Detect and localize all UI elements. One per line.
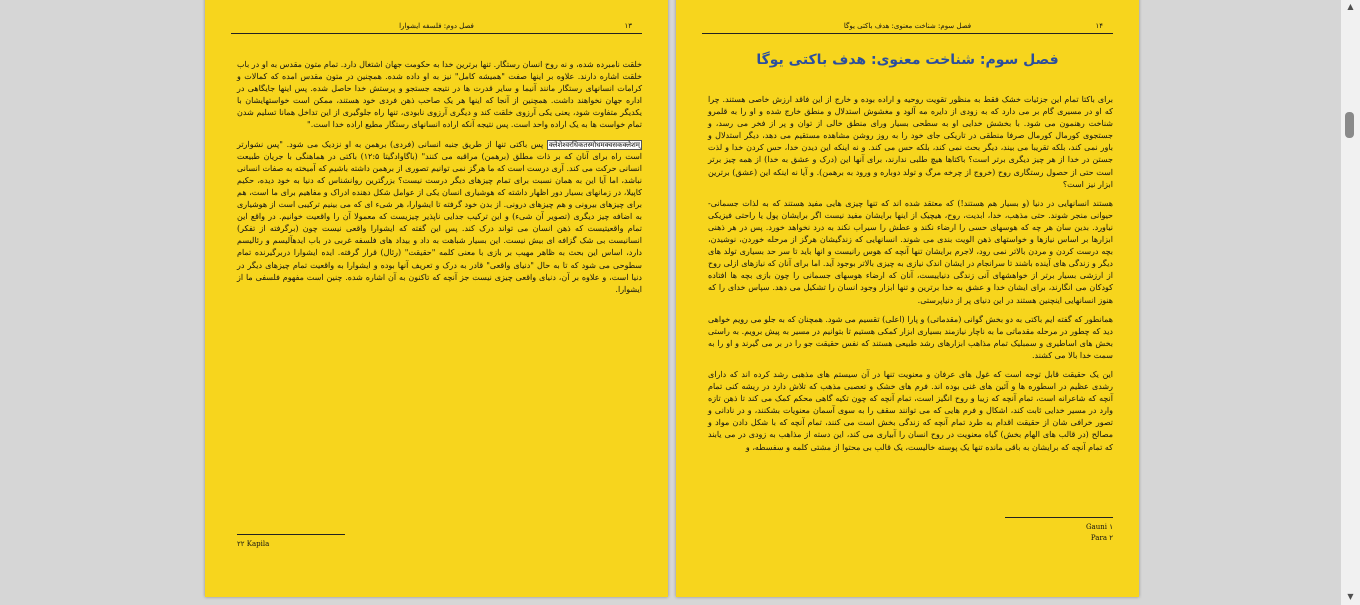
page-number: ۱۴ [1095, 22, 1103, 30]
footnote: ۱ Gauni [1085, 523, 1113, 531]
running-header [231, 20, 642, 34]
page-body [708, 94, 1113, 461]
header-title: فصل سوم: شناخت معنوی: هدف باکتی یوگا [843, 22, 972, 30]
footnote: ۲۲ Kapila [237, 540, 270, 548]
footnote-rule [237, 534, 345, 535]
page-14 [676, 0, 1139, 597]
paragraph [237, 139, 642, 296]
paragraph: خلقت نامبرده شده، و نه روح انسان رستگار. تنها برترین خدا به حکومت جهان اشتغال دارد. تمام متون مقدس به او در باب خلقت اشاره دارند. علاوه بر اینها صفت "همیشه کامل" نیز به او داده شده. همچنین در متون مقدس امده که کمالات و کرامات انسانهای رستگار مانند آنیما و سایر قدرت ها در نتیجه جستجو و پرستش خدا حاصل شده. پس اینها جایگاهی در اداره جهان نخواهند داشت. همچنین از آنجا که اینها هر یک صاحب ذهن فردی خود هستند، ممکن است خواستهایشان با یکدیگر متفاوت شود، یعنی یکی آرزوی خلقت کند و دیگری آرزوی نابودی، تنها راه جلوگیری از این تداخل همانا تسلیم شدن تمام خواست ها به یک اراده واحد است. پس نتیجه آنکه اراده انسانهای رستگار مطیع اراده خدا است." [237, 60, 643, 130]
paragraph: برای باکتا تمام این جزئیات خشک فقط به منظور تقویت روحیه و اراده بوده و خارج از این فاقد ارزش خاصی هستند. چرا که او در مسیری گام بر می دارد که به زودی از دایره مه آلود و مغشوش استدلال و منطق خارج شده و او را به قلمرو شناخت رهنمون می شود. با بخشش خدایی او به سطحی بسیار ورای منطق خالی از توان و پر از فخر می رسد، و جستجوی کورمال کورمال صرفا منطقی در تاریکی جای خود را به روز روشن مشاهده مستقیم می دهد، دیگر استدلال و باور نمی کند، بلکه تقریبا می بیند، دیگر بحث نمی کند، بلکه حس می کند. و نه اینکه این دیدن خدا، حس کردن خدا و لذت جستن در خدا از هر چیز دیگری برتر است؟ باکتاها هیچ طلبی ندارند، برای آنها این (درک و عشق به خدا) از همه چیز برتر است حتی از حصول رستگاری روح (خروج از چرخه مرگ و تولد دوباره و ورود به برهمن). و آیا نه اینکه این (عشق) برترین ابزار نیز است؟ [708, 95, 1113, 189]
footnotes [237, 539, 357, 550]
vertical-scrollbar[interactable] [1341, 0, 1360, 605]
scroll-up-icon[interactable]: ▲ [1347, 2, 1354, 11]
page-body [237, 59, 642, 303]
paragraph: همانطور که گفته ایم باکتی به دو بخش گوانی (مقدماتی) و پارا (اعلی) تقسیم می شود. همچنان که به جلو می رویم خواهی دید که چطور در مرحله مقدماتی ما به ناچار نیازمند بسیاری ابزار کمکی هستیم تا بتوانیم در مسیر به پیش برویم. به راستی بخش های اساطیری و سمبلیک تمام مذاهب ابزارهای رشد طبیعی هستند که نفس حقیقت جو را در بر می گیرند و او را به سمت خدا بالا می کشند. [708, 314, 1113, 360]
sanskrit-highlight: क्लेशेश्वरधिकतस्मोधमक्वसकक्लेशम् [548, 140, 640, 149]
paragraph: هستند انسانهایی در دنیا (و بسیار هم هستند!) که معتقد شده اند که تنها چیزی هایی مفید هستند که به لذات جسمانی-حیوانی منجر شوند. حتی مذهب، خدا، ابدیت، روح، هیچیک از اینها برایشان مفید نیست اگر برایشان پول یا راحتی فیزیکی نیاورد. بدین سان هر چه که هوسهای حسی را ارضاء نکند و عطش را سیراب نکند به درد نخواهد خورد. پس در هر ذهنی ابزارها بر اساس نیازها و خواستهای ذهن الویت بندی می شوند. انسانهایی که زندگیشان هرگز از مرحله خوردن، نوشیدن، بچه درست کردن و مردن بالاتر نمی رود، لاجرم برایشان تنها آنچه که هوس رانیست و انها باید تا سر حد بسیاری تولد های دیگر و زندگی های آینده باشند تا سرانجام در ایشان اندک نیازی به چیزی بالاتر بوجود آید. اما برای آنان که نیازهای ازلی روح از ارزشی بسیار برتر از خواهشهای آنی زندگی دنیاییست، آنان که ارضاء هوسهای جسمانی را چون بازی بچه ها افتاده کودکان می انگارند، برای ایشان خدا و عشق به خدا برترین و تنها ابزار وجود انسان را تشکیل می دهد. سپاس خدای را که هنوز انسانهایی اینچنین هستند در این دنیای پر از دنیاپرستی. [708, 198, 1113, 305]
running-header [702, 20, 1113, 34]
chapter-title: فصل سوم: شناخت معنوی: هدف باکتی یوگا [756, 52, 1059, 68]
footnote: ۲ Para [1090, 534, 1113, 542]
scroll-thumb[interactable] [1345, 112, 1354, 138]
footnotes [993, 522, 1113, 544]
paragraph: این یک حقیقت قابل توجه است که غول های عرفان و معنویت تنها در آن سیستم های مذهبی رشد کرده اند که دارای رشدی عظیم در اسطوره ها و آئین های غنی بوده اند. فرم های خشک و تعصبی مذهب که تلاش دارد در ریشه کنی تمام آنچه که شاعرانه است، تمام آنچه که زیبا و روح انگیز است، تمام آنچه که چون تکیه گاهی محکم کمک می کند تا ذهن تازه وارد در مسیر خدایی ثابت کند، اشکال و فرم هایی که می توانند سقف را به سوی آسمان معنویات بشکنند، و در نادانی و تصور خرافی شان از حقیقت اقدام به طرد تمام آنچه که زندگی بخش است می کنند، تمام آنچه که با شکل دادن مواد و مصالح (در قالب های الهام بخش) گیاه معنویت در روح انسان را آبیاری می کند، این دسته از مذاهب به زودی در می یابند که تمام آنچه که برایشان به باقی مانده تنها یک پوسته خالیست، یک قالب بی محتوا از مشتی کلمه و سفسطه، و [708, 369, 1113, 452]
paragraph-text: پس باکتی تنها از طریق جنبه انسانی (فردی) برهمن به او نزدیک می شود. "پس نشوارتر است راه برای آنان که بر ذات مطلق (برهمن) مراقبه می کنند" (باگاوادگیتا ۱۲:۵) باکتی در هماهنگی با جریان طبیعت انسانی حرکت می کند. آری درست است که ما هرگز نمی توانیم تصوری از برهمن داشته باشیم که آمیخته به صفات انسانی نباشد، اما آیا این به همان نسبت برای تمام چیزهای دیگر درست نیست؟ بزرگترین روانشناس که دنیا به خود دیده، حکیم کاپیلا، در زمانهای بسیار دور اظهار داشته که هوشیاری انسان یکی از عوامل شکل دهنده ادراک و مفاهیم برای ما است، هم برای چیزهای بیرونی و هم چیزهای درونی. از بدن خود گرفته تا ایشوارا، هر شیء ای که می بینیم ترکیبی است از هوشیاری به اضافه چیز دیگری (تصویر آن شیء) و این ترکیب جدایی ناپذیر چیزیست که معمولا آن را واقعیت خوانیم. در واقع این تمام واقعیتیست که ذهن انسان می تواند درک کند. پس این گفته که ایشوارا واقعی نیست چون (برگرفته از تفکر) انسانیست بی شک گزافه ای بیش نیست. این بسیار شباهت به داد و بیداد های فلسفه غربی در باب ایدهآلیسم و رئالیسم دارد، اساس این بحث به ظاهر مهیب بر بازی با معنی کلمه "حقیقت" (رئال) قرار گرفته. ایده ایشوارا دربرگیرنده تمام سطوحی می شود که تا به حال "دنیای واقعی" قادر به درک و تعریف آنها بوده و ایشوارا به واقعیت تمام چیزهای دیگر در دنیا است، و علاوه بر آن، دنیای واقعی چیزی نیست جز آنچه که تاکنون به آن اشاره شده. چنین است مفهوم فلسفی ما از ایشوارا. [237, 139, 642, 294]
footnote-rule [1005, 517, 1113, 518]
scroll-down-icon[interactable]: ▼ [1347, 592, 1354, 601]
header-title: فصل دوم: فلسفه ایشوارا [399, 22, 474, 30]
page-number: ۱۳ [624, 22, 632, 30]
page-13 [205, 0, 668, 597]
